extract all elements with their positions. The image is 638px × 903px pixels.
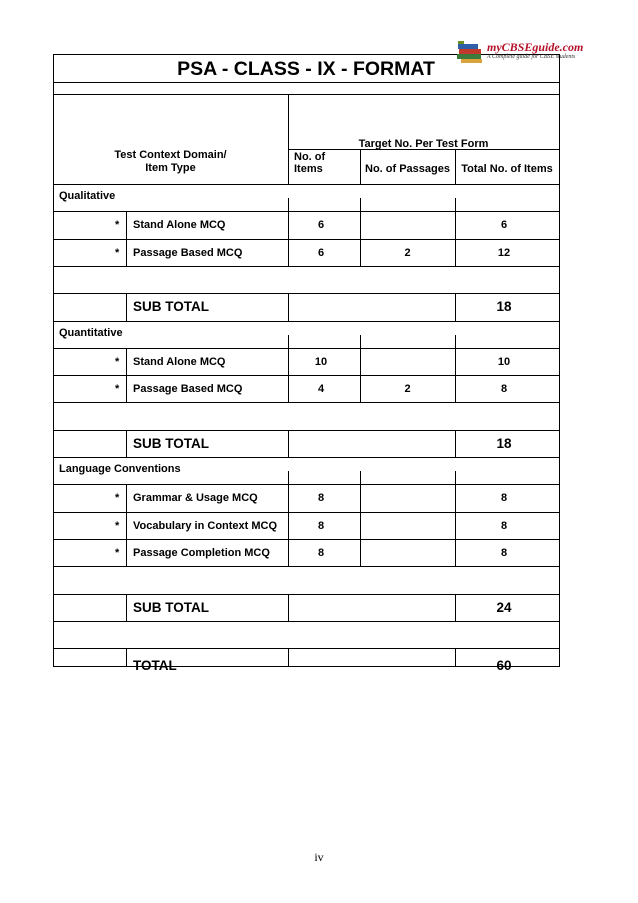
subtotal-value: 24 [496, 600, 512, 615]
row-no-of-items: 6 [317, 247, 325, 259]
table-rule [360, 484, 361, 513]
table-rule [53, 94, 560, 95]
logo-tagline: A Complete guide for CBSE students [487, 54, 576, 60]
row-no-of-items: 8 [317, 520, 325, 532]
row-item-type: Vocabulary in Context MCQ [133, 520, 278, 532]
row-bullet: * [115, 492, 120, 504]
row-item-type: Passage Completion MCQ [133, 547, 270, 559]
table-border-right [559, 54, 560, 667]
table-rule [288, 335, 289, 349]
total-label: TOTAL [133, 658, 177, 673]
row-item-type: Grammar & Usage MCQ [133, 492, 258, 504]
row-total-items: 8 [500, 547, 508, 559]
table-rule [53, 82, 560, 83]
row-total-items: 12 [497, 247, 511, 259]
row-no-of-passages: 2 [404, 383, 411, 395]
subtotal-label: SUB TOTAL [133, 436, 209, 451]
table-rule [126, 512, 127, 540]
table-rule [288, 94, 289, 185]
table-rule [360, 539, 361, 567]
table-rule [53, 375, 560, 376]
section-label: Quantitative [59, 326, 123, 339]
table-rule [53, 293, 560, 294]
table-rule [53, 457, 560, 458]
header-no-of-items: No. of [294, 151, 326, 163]
row-no-of-items: 6 [317, 219, 325, 231]
row-no-of-items: 4 [317, 383, 325, 395]
table-rule [53, 512, 560, 513]
row-item-type: Passage Based MCQ [133, 383, 243, 395]
table-rule [53, 402, 560, 403]
table-rule [360, 348, 361, 376]
mycbseguide-logo [456, 39, 584, 65]
subtotal-value: 18 [496, 436, 512, 451]
header-total-no-of-items: Total No. of Items [461, 163, 553, 175]
table-rule [53, 621, 560, 622]
row-item-type: Stand Alone MCQ [133, 356, 226, 368]
row-no-of-items: 8 [317, 547, 325, 559]
section-label: Language Conventions [59, 463, 181, 475]
row-bullet: * [115, 520, 120, 532]
table-rule [53, 484, 560, 485]
section-label: Qualitative [59, 190, 116, 202]
table-rule [53, 430, 560, 431]
table-rule [126, 648, 127, 667]
subtotal-value: 18 [496, 299, 512, 314]
table-rule [126, 211, 127, 240]
table-rule [53, 239, 560, 240]
table-rule [288, 594, 289, 622]
table-rule [126, 539, 127, 567]
subtotal-label: SUB TOTAL [133, 600, 209, 615]
row-no-of-passages: 2 [404, 247, 411, 259]
page-title: PSA - CLASS - IX - FORMAT [177, 58, 435, 80]
table-rule [53, 648, 560, 649]
books-icon [456, 40, 484, 64]
table-rule [126, 375, 127, 403]
table-rule [360, 512, 361, 540]
row-bullet: * [115, 547, 120, 559]
table-rule [126, 293, 127, 322]
row-no-of-items: 8 [317, 492, 325, 504]
header-test-context-domain: Test Context Domain/ [114, 149, 227, 161]
table-rule [455, 335, 456, 349]
table-rule [53, 266, 560, 267]
subtotal-label: SUB TOTAL [133, 299, 209, 314]
row-total-items: 8 [500, 383, 508, 395]
header-item-type: Item Type [145, 162, 196, 174]
psa-format-table [53, 54, 559, 673]
table-rule [288, 648, 289, 667]
table-rule [126, 239, 127, 267]
table-rule [360, 211, 361, 240]
row-item-type: Passage Based MCQ [133, 247, 243, 259]
header-bottom-rule [53, 184, 560, 185]
header-items: Items [294, 163, 323, 175]
table-rule [53, 539, 560, 540]
row-bullet: * [115, 247, 120, 259]
row-item-type: Stand Alone MCQ [133, 219, 226, 231]
row-bullet: * [115, 383, 120, 395]
table-rule [53, 566, 560, 567]
table-rule [288, 430, 289, 458]
row-bullet: * [115, 356, 120, 368]
table-rule [53, 594, 560, 595]
row-total-items: 10 [497, 356, 511, 368]
table-border-left [53, 54, 54, 667]
row-bullet: * [115, 219, 120, 231]
row-no-of-items: 10 [314, 356, 328, 368]
total-value: 60 [496, 658, 512, 673]
table-rule [126, 484, 127, 513]
table-rule [288, 293, 289, 322]
table-rule [126, 594, 127, 622]
header-no-of-passages: No. of Passages [365, 163, 450, 175]
row-total-items: 8 [500, 520, 508, 532]
table-rule [126, 348, 127, 376]
header-target-no-per-test-form: Target No. Per Test Form [358, 138, 489, 150]
row-total-items: 6 [500, 219, 508, 231]
table-rule [53, 321, 560, 322]
row-total-items: 8 [500, 492, 508, 504]
page-number: iv [314, 850, 324, 864]
logo-brand-text: myCBSEguide.com [487, 40, 584, 54]
table-rule [360, 335, 361, 349]
table-rule [53, 348, 560, 349]
table-rule [126, 430, 127, 458]
table-rule [53, 211, 560, 212]
